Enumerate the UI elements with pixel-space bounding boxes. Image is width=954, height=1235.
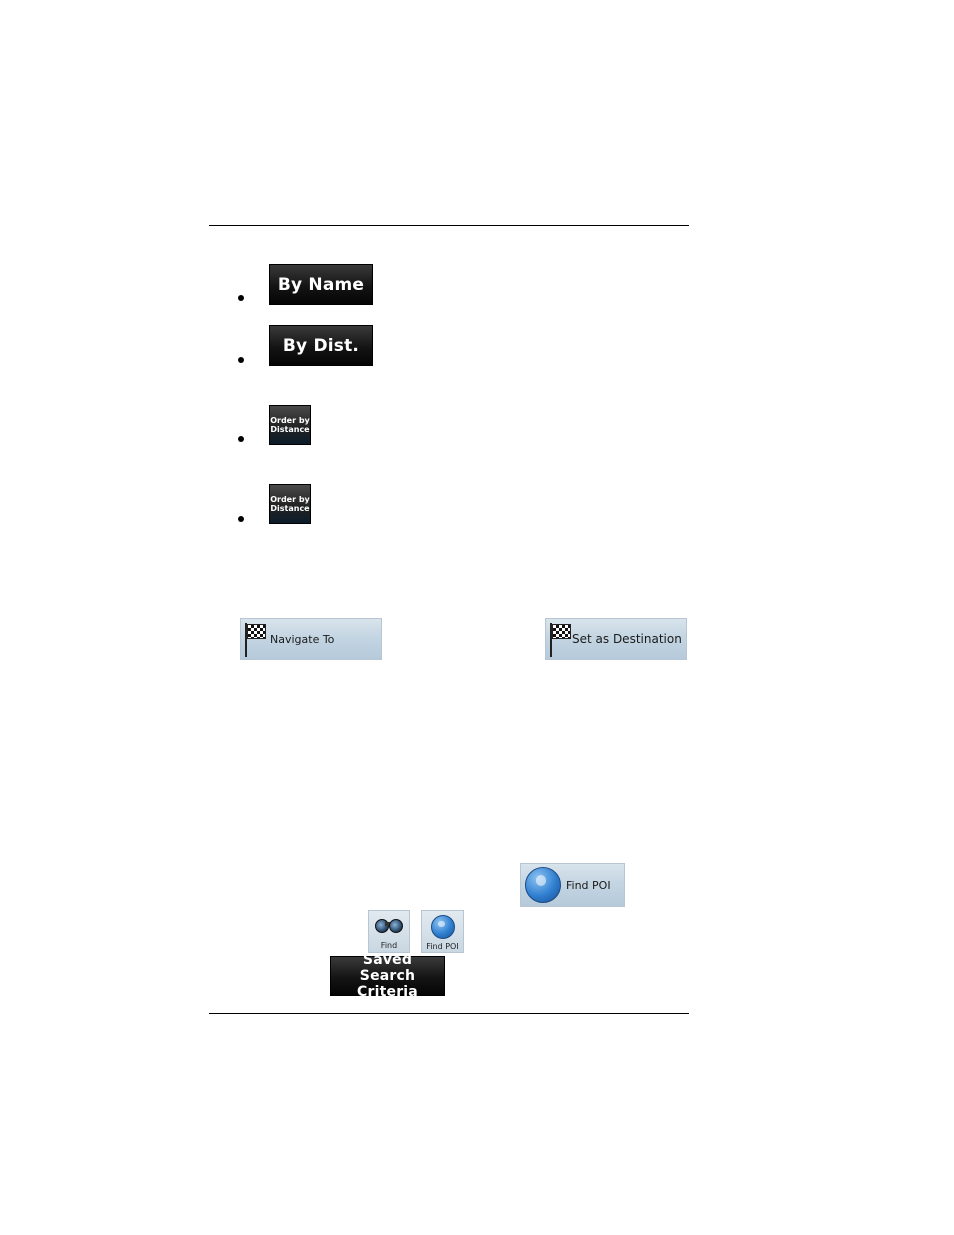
order-line-1: Order by [270,416,310,425]
saved-search-criteria-button[interactable] [330,952,445,1000]
order-by-distance-button-2[interactable] [269,484,311,524]
by-name-button[interactable] [269,264,373,305]
saved-label: Saved [362,952,413,968]
navigate-to-label: Navigate To [270,632,335,646]
order-by-distance-button[interactable] [269,405,311,445]
find-poi-button[interactable] [520,863,625,907]
by-dist-button[interactable] [269,325,373,366]
footer-rule [209,1013,689,1014]
order-line-2: Distance [270,504,310,513]
poi-globe-icon [431,915,455,939]
checkered-flag-icon [244,619,266,659]
navigate-to-button[interactable] [240,618,382,660]
bullet [238,436,244,442]
header-rule [209,225,689,226]
find-poi-small-button[interactable] [421,910,464,953]
poi-globe-icon [525,867,561,903]
order-line-2: Distance [270,425,310,434]
search-criteria-label: Search Criteria [357,968,418,1000]
bullet [238,295,244,301]
order-line-1: Order by [270,495,310,504]
by-dist-label: By Dist. [282,335,360,356]
order-by-distance-label [270,495,310,513]
set-as-destination-button[interactable] [545,618,687,660]
by-name-label: By Name [277,274,365,295]
find-poi-small-label: Find POI [426,942,459,951]
bullet [238,357,244,363]
find-poi-label: Find POI [566,878,611,892]
checkered-flag-icon [549,619,571,659]
binoculars-icon [375,916,403,934]
find-label: Find [380,941,398,950]
bullet [238,516,244,522]
order-by-distance-label [270,416,310,434]
set-as-destination-label: Set as Destination [572,632,682,646]
find-button[interactable] [368,910,410,953]
